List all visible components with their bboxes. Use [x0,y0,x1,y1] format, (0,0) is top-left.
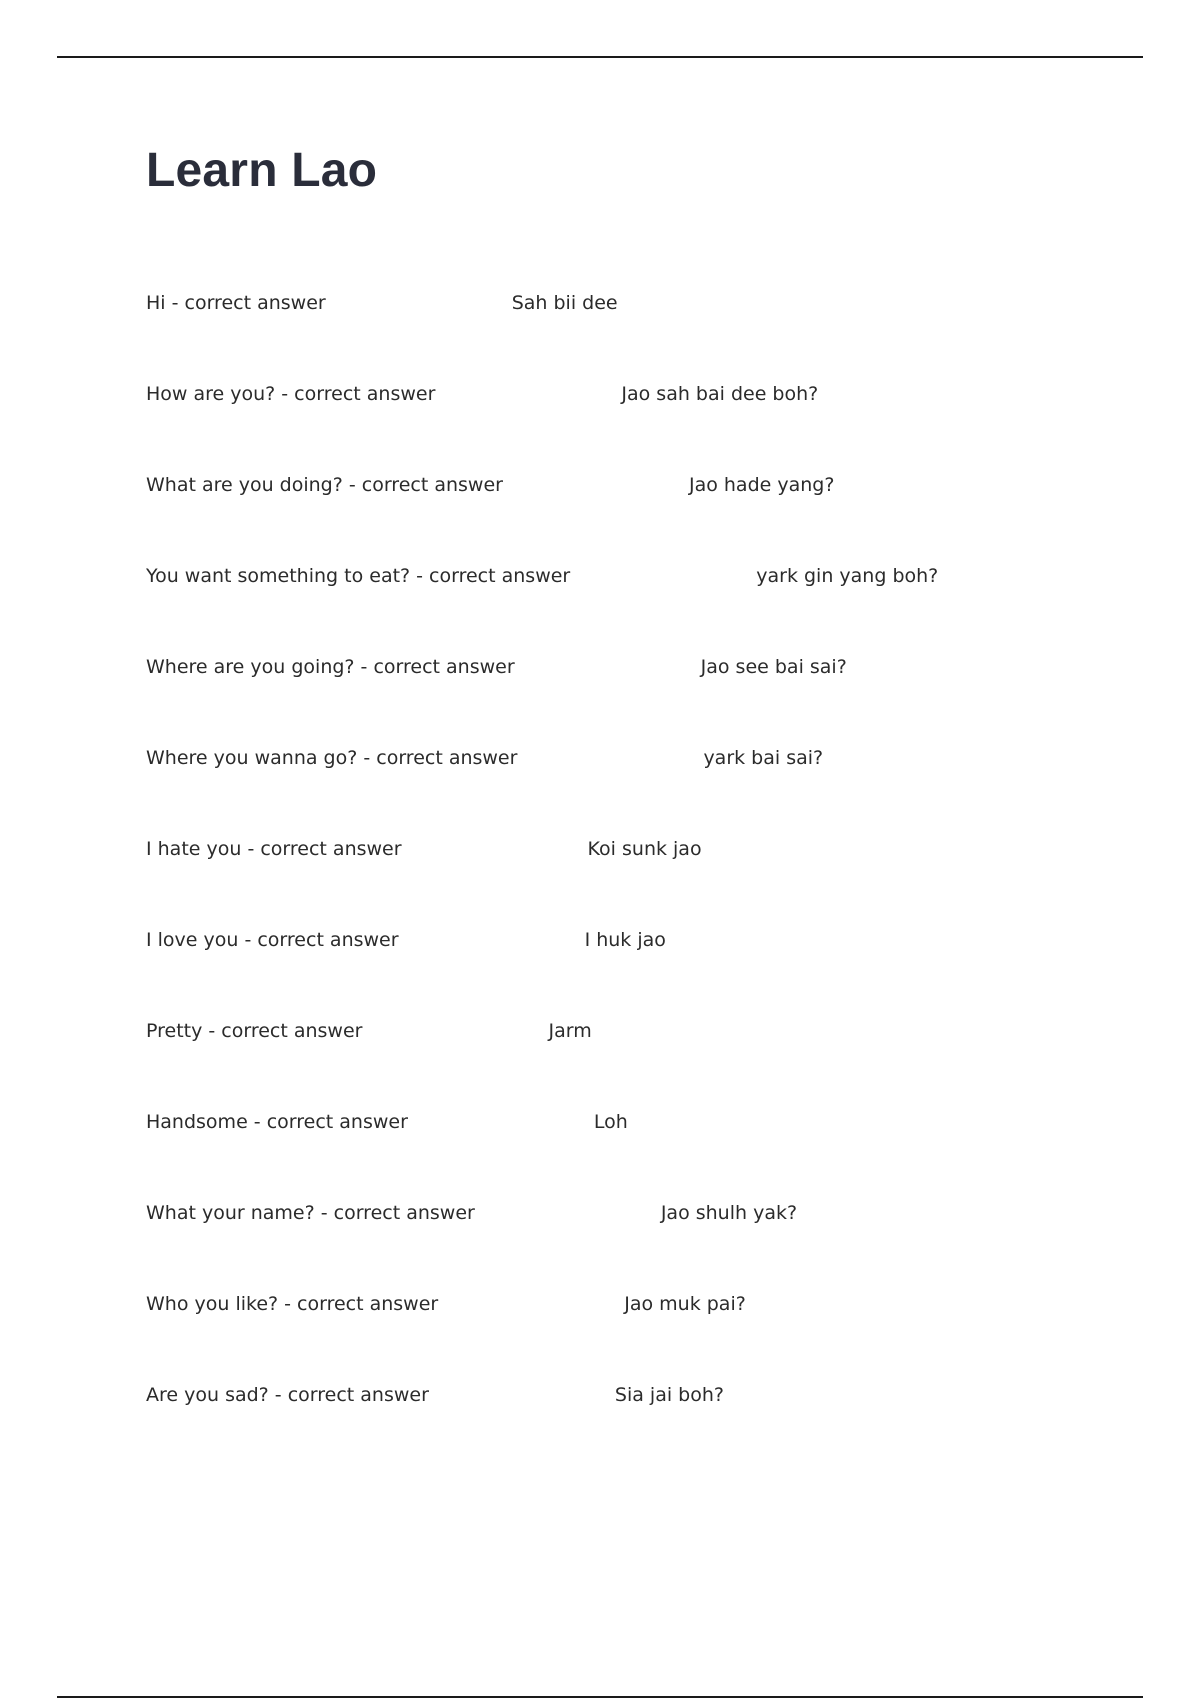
answer-text: I huk jao [584,929,666,951]
answer-text: Loh [593,1111,628,1133]
list-item [146,1382,1146,1473]
question-text: How are you? - correct answer [146,383,436,405]
list-item [146,927,1146,1018]
bottom-rule [57,1696,1143,1698]
answer-text: Sia jai boh? [614,1384,724,1406]
question-text: Pretty - correct answer [146,1020,363,1042]
question-text: Are you sad? - correct answer [146,1384,429,1406]
question-text: What are you doing? - correct answer [146,474,503,496]
question-text: Hi - correct answer [146,292,326,314]
list-item [146,1018,1146,1109]
list-item [146,381,1146,472]
answer-text: Jarm [548,1020,592,1042]
question-text: Where are you going? - correct answer [146,656,515,678]
answer-text: Jao see bai sai? [700,656,847,678]
list-item [146,290,1146,381]
question-text: I hate you - correct answer [146,838,402,860]
answer-text: Jao hade yang? [688,474,835,496]
list-item [146,1200,1146,1291]
page-title: Learn Lao [146,144,378,197]
list-item [146,472,1146,563]
answer-text: yark bai sai? [703,747,824,769]
list-item [146,654,1146,745]
question-text: What your name? - correct answer [146,1202,475,1224]
question-text: Handsome - correct answer [146,1111,408,1133]
list-item [146,563,1146,654]
question-text: You want something to eat? - correct answer [146,565,571,587]
answer-text: Jao shulh yak? [660,1202,798,1224]
answer-text: Sah bii dee [511,292,618,314]
question-text: Who you like? - correct answer [146,1293,439,1315]
top-rule [57,56,1143,58]
answer-text: yark gin yang boh? [756,565,939,587]
list-item [146,1109,1146,1200]
question-text: I love you - correct answer [146,929,399,951]
list-item [146,1291,1146,1382]
list-item [146,745,1146,836]
flashcard-list [146,290,1146,1473]
question-text: Where you wanna go? - correct answer [146,747,518,769]
list-item [146,836,1146,927]
answer-text: Jao muk pai? [624,1293,746,1315]
answer-text: Jao sah bai dee boh? [621,383,819,405]
answer-text: Koi sunk jao [587,838,702,860]
